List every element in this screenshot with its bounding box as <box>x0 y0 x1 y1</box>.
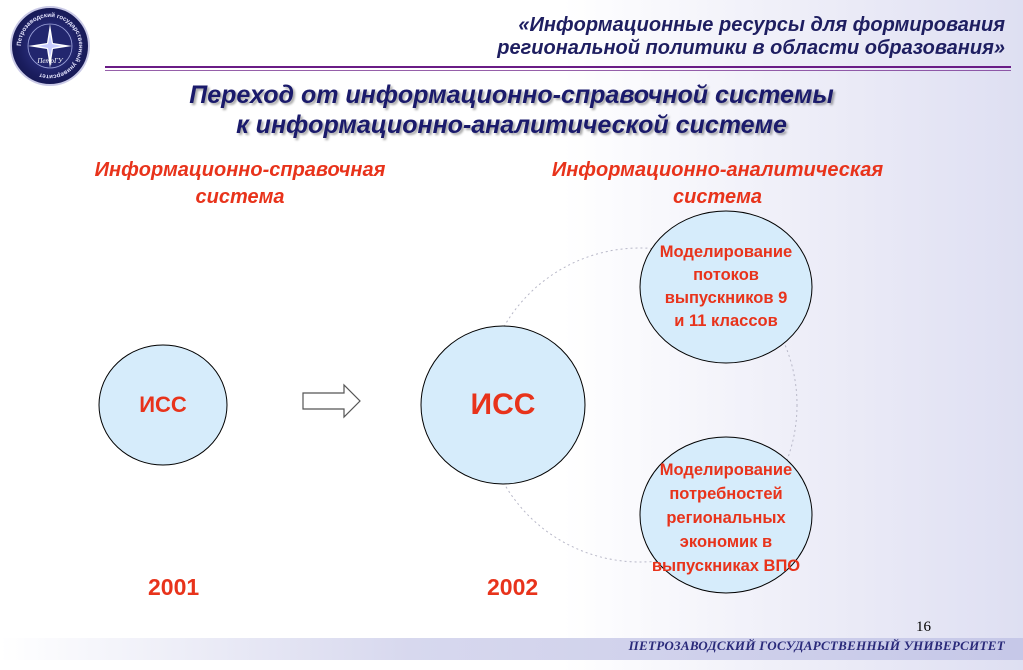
iss-node-2001-label: ИСС <box>139 392 187 417</box>
footer-university-name: ПЕТРОЗАВОДСКИЙ ГОСУДАРСТВЕННЫЙ УНИВЕРСИТЕТ <box>628 638 1005 653</box>
module-bottom-line: региональных <box>666 509 786 527</box>
logo-ring-text: Петрозаводский государственный университет <box>15 11 85 81</box>
module-top-line: потоков <box>693 266 759 284</box>
left-heading-line1: Информационно-справочная <box>94 159 386 181</box>
page-number: 16 <box>916 619 931 635</box>
module-bottom-line: Моделирование <box>659 461 793 479</box>
slide-title-line1: Переход от информационно-справочной системы <box>189 81 834 109</box>
year-2002: 2002 <box>487 574 539 600</box>
right-heading-line1: Информационно-аналитическая <box>551 159 884 181</box>
iss-node-2002-label: ИСС <box>470 388 536 421</box>
module-graduate-flows-label <box>636 241 816 333</box>
module-bottom-line: экономик в <box>679 533 773 551</box>
right-heading-line2: система <box>672 186 763 208</box>
header-title-line1: «Информационные ресурсы для формирования <box>518 14 1005 36</box>
slide-title-line2: к информационно-аналитической системе <box>236 111 787 139</box>
module-top-line: и 11 классов <box>674 312 778 330</box>
header-title-line2: региональной политики в области образования» <box>497 37 1005 59</box>
right-arrow-outline-icon <box>303 385 360 417</box>
module-top-line: выпускников 9 <box>664 289 788 307</box>
module-bottom-line: потребностей <box>669 485 783 503</box>
module-bottom-line: выпускниках ВПО <box>651 557 801 575</box>
logo-monogram: ПетрГУ <box>37 57 63 65</box>
year-2001: 2001 <box>148 574 200 600</box>
module-regional-needs-label <box>626 458 826 578</box>
left-heading-line2: система <box>195 186 285 208</box>
module-top-line: Моделирование <box>659 243 793 261</box>
